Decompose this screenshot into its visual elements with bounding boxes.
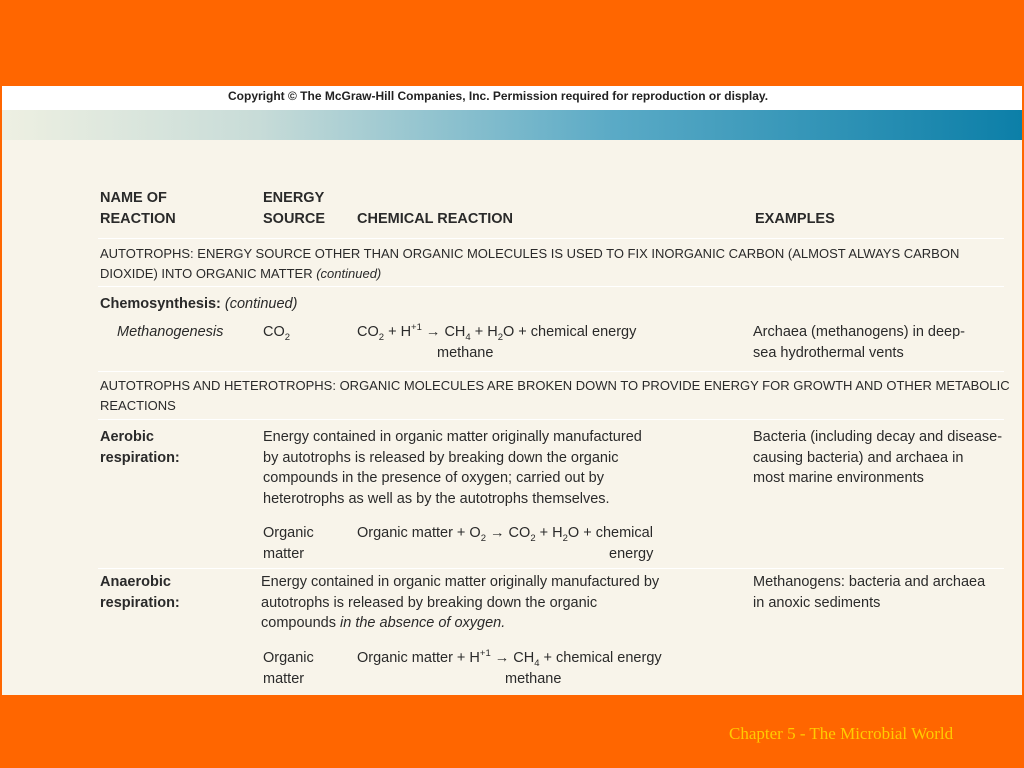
anaerobic-examples — [753, 572, 985, 613]
aerobic-name-line2: respiration: — [100, 449, 180, 466]
section-autotrophs-line2-text: DIOXIDE) INTO ORGANIC MATTER — [100, 266, 313, 281]
section-auto-hetero-line2: REACTIONS — [100, 398, 176, 413]
header-examples: EXAMPLES — [755, 211, 835, 227]
chemosynthesis-heading — [100, 294, 297, 315]
desc-line: Energy contained in organic matter originally manufactured by — [261, 574, 660, 590]
divider — [98, 568, 1004, 569]
source-line: Organic — [263, 525, 314, 541]
section-auto-hetero-line1: AUTOTROPHS AND HETEROTROPHS: ORGANIC MOLECULES ARE BROKEN DOWN TO PROVIDE ENERGY FOR GROWTH AND OTHER METABOLIC — [100, 378, 1010, 393]
methanogenesis-name: Methanogenesis — [117, 324, 224, 340]
desc-line: Energy contained in organic matter originally manufactured — [263, 429, 642, 445]
eq-part: → CO — [486, 525, 531, 541]
desc-line: compounds in the presence of oxygen; carried out by — [263, 470, 604, 486]
aerobic-description — [263, 427, 642, 509]
header-energy-line1: ENERGY — [263, 190, 325, 206]
divider — [98, 419, 1004, 420]
eq-part: + H — [535, 525, 563, 541]
anaerobic-eq-label: methane — [505, 671, 562, 687]
methanogenesis-source — [263, 322, 290, 343]
example-line: Bacteria (including decay and disease- — [753, 429, 1003, 445]
eq-part: → CH — [421, 324, 466, 340]
eq-sub: 2 — [530, 532, 536, 544]
desc-line: by autotrophs is released by breaking down the organic — [263, 449, 619, 466]
divider — [98, 238, 1004, 239]
eq-part: Organic matter + O — [357, 525, 481, 541]
methanogenesis-examples — [753, 322, 965, 363]
section-autotrophs-line1: AUTOTROPHS: ENERGY SOURCE OTHER THAN ORGANIC MOLECULES IS USED TO FIX INORGANIC CARBON (ALMOST ALWAYS CARBON — [100, 246, 960, 261]
eq-sup: +1 — [411, 322, 422, 334]
divider — [98, 371, 1004, 372]
eq-part: O + chemical energy — [502, 324, 637, 340]
gradient-header-band — [2, 110, 1022, 140]
example-line: sea hydrothermal vents — [753, 344, 904, 361]
section-autotrophs-line2 — [100, 264, 959, 284]
table-image-panel — [2, 86, 1022, 695]
desc-text: compounds — [261, 615, 340, 631]
divider — [98, 286, 1004, 287]
anaerobic-name-line2: respiration: — [100, 594, 180, 611]
section-auto-hetero — [100, 376, 1010, 416]
example-line: Methanogens: bacteria and archaea — [753, 574, 986, 590]
aerobic-energy-source — [263, 523, 314, 564]
source-line: Organic — [263, 650, 314, 666]
eq-sub: 2 — [497, 331, 503, 343]
footer-chapter-title: Chapter 5 - The Microbial World — [729, 724, 954, 743]
section-autotrophs — [100, 244, 959, 284]
aerobic-name-line1: Aerobic — [100, 429, 154, 445]
anaerobic-name — [100, 572, 180, 613]
eq-sub: 2 — [562, 532, 568, 544]
anaerobic-description — [261, 572, 659, 634]
eq-sup: +1 — [479, 648, 491, 660]
anaerobic-name-line1: Anaerobic — [100, 574, 171, 590]
desc-line: autotrophs is released by breaking down the organic — [261, 594, 598, 611]
eq-part: Organic matter + H — [357, 650, 480, 666]
copyright-strip — [2, 86, 1022, 110]
aerobic-eq-line2: energy — [609, 546, 654, 562]
aerobic-examples — [753, 427, 1002, 489]
chemosynthesis-continued: (continued) — [224, 296, 298, 312]
methanogenesis-eq-label: methane — [437, 345, 494, 361]
source-line: matter — [263, 670, 305, 687]
eq-sub: 2 — [480, 532, 486, 544]
aerobic-equation — [357, 523, 653, 544]
header-chemical-reaction: CHEMICAL REACTION — [357, 211, 514, 227]
eq-sub: 2 — [378, 331, 385, 343]
desc-line — [261, 613, 659, 634]
eq-sub: 4 — [534, 657, 540, 669]
header-name-line2: REACTION — [100, 211, 176, 227]
methanogenesis-source-text: CO — [263, 324, 285, 340]
anaerobic-energy-source — [263, 648, 314, 689]
chemosynthesis-title: Chemosynthesis: — [100, 296, 221, 312]
desc-line: heterotrophs as well as by the autotrophs themselves. — [263, 490, 610, 507]
example-line: in anoxic sediments — [753, 594, 881, 611]
eq-sub: 4 — [465, 331, 471, 343]
methanogenesis-equation — [357, 322, 636, 343]
header-energy-source — [263, 188, 325, 230]
eq-part: + chemical energy — [539, 650, 662, 666]
header-energy-line2: SOURCE — [263, 211, 326, 227]
example-line: Archaea (methanogens) in deep- — [753, 324, 965, 340]
eq-part: O + chemical — [567, 525, 653, 541]
source-line: matter — [263, 545, 305, 562]
anaerobic-equation — [357, 648, 662, 669]
methanogenesis-source-sub: 2 — [284, 331, 291, 343]
example-line: most marine environments — [753, 470, 924, 486]
section-autotrophs-continued: (continued) — [316, 266, 382, 281]
eq-part: + H — [470, 324, 498, 340]
desc-text-italic: in the absence of oxygen. — [340, 615, 506, 631]
eq-part: CO — [357, 324, 379, 340]
header-name-of-reaction — [100, 188, 176, 230]
eq-part: → CH — [490, 650, 535, 666]
aerobic-name — [100, 427, 180, 468]
header-name-line1: NAME OF — [100, 190, 167, 206]
eq-part: + H — [384, 324, 412, 340]
copyright-notice: Copyright © The McGraw-Hill Companies, Inc. Permission required for reproduction or display. — [228, 89, 769, 103]
example-line: causing bacteria) and archaea in — [753, 449, 964, 466]
